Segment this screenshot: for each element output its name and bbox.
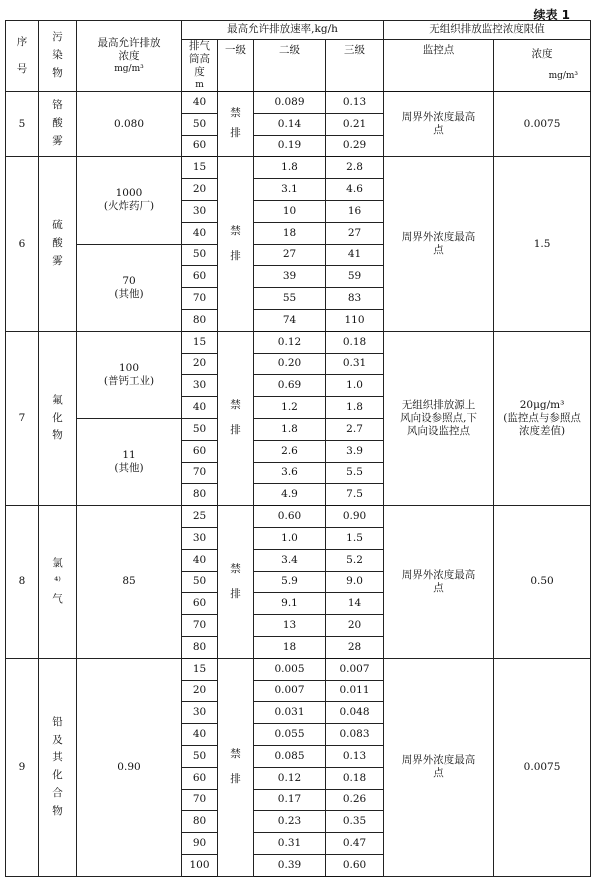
grade-2-rate: 0.19 (254, 135, 326, 157)
stack-height: 80 (182, 309, 218, 331)
grade-3-rate: 0.18 (326, 767, 384, 789)
header-no: 序 号 (6, 21, 39, 92)
grade-3-rate: 0.011 (326, 680, 384, 702)
grade-3-rate: 3.9 (326, 440, 384, 462)
header-unorganized-limit: 无组织排放监控浓度限值 (384, 21, 591, 40)
stack-height: 20 (182, 353, 218, 375)
row-number: 8 (6, 506, 39, 659)
stack-height: 70 (182, 462, 218, 484)
grade-3-rate: 0.29 (326, 135, 384, 157)
grade-3-rate: 83 (326, 288, 384, 310)
stack-height: 20 (182, 680, 218, 702)
grade-2-rate: 3.4 (254, 549, 326, 571)
grade-2-rate: 1.2 (254, 397, 326, 419)
grade-3-rate: 2.8 (326, 157, 384, 179)
grade-3-rate: 0.18 (326, 331, 384, 353)
grade-3-rate: 59 (326, 266, 384, 288)
max-concentration: 0.080 (77, 92, 182, 157)
grade-2-rate: 39 (254, 266, 326, 288)
stack-height: 30 (182, 375, 218, 397)
monitor-point: 周界外浓度最高点 (384, 506, 494, 659)
grade-3-rate: 0.048 (326, 702, 384, 724)
grade-3-rate: 0.90 (326, 506, 384, 528)
grade-3-rate: 0.13 (326, 745, 384, 767)
grade-3-rate: 0.31 (326, 353, 384, 375)
stack-height: 50 (182, 244, 218, 266)
monitor-point: 周界外浓度最高点 (384, 92, 494, 157)
grade-2-rate: 0.085 (254, 745, 326, 767)
stack-height: 40 (182, 724, 218, 746)
grade-3-rate: 0.60 (326, 854, 384, 876)
prohibited-label: 禁排 (230, 562, 241, 600)
grade-3-rate: 0.13 (326, 92, 384, 114)
continuation-label: 续表 1 (533, 8, 570, 22)
grade-2-rate: 0.31 (254, 833, 326, 855)
grade-2-rate: 0.17 (254, 789, 326, 811)
row-number: 6 (6, 157, 39, 331)
grade-3-rate: 7.5 (326, 484, 384, 506)
grade-2-rate: 0.23 (254, 811, 326, 833)
grade-2-rate: 0.20 (254, 353, 326, 375)
grade-2-rate: 55 (254, 288, 326, 310)
row-number: 7 (6, 331, 39, 505)
concentration-limit: 0.0075 (494, 658, 591, 876)
pollutant-label: 铬酸雾 (52, 99, 63, 148)
grade-1-prohibited (218, 92, 254, 157)
grade-2-rate: 0.031 (254, 702, 326, 724)
grade-1-prohibited (218, 331, 254, 505)
stack-height: 40 (182, 222, 218, 244)
grade-2-rate: 74 (254, 309, 326, 331)
grade-1-prohibited (218, 157, 254, 331)
monitor-point: 周界外浓度最高点 (384, 157, 494, 331)
grade-3-rate: 0.47 (326, 833, 384, 855)
table-row (6, 658, 591, 680)
concentration-limit: 1.5 (494, 157, 591, 331)
max-concentration: 1000 (火炸药厂) (77, 157, 182, 244)
table-row (6, 157, 591, 179)
grade-2-rate: 0.69 (254, 375, 326, 397)
stack-height: 80 (182, 636, 218, 658)
grade-2-rate: 0.12 (254, 767, 326, 789)
concentration-limit: 20μg/m³ (监控点与参照点浓度差值) (494, 331, 591, 505)
stack-height: 30 (182, 702, 218, 724)
stack-height: 70 (182, 789, 218, 811)
monitor-point: 无组织排放源上风向设参照点,下风向设监控点 (384, 331, 494, 505)
stack-height: 15 (182, 658, 218, 680)
stack-height: 40 (182, 397, 218, 419)
grade-2-rate: 0.12 (254, 331, 326, 353)
prohibited-label: 禁排 (230, 107, 241, 140)
grade-2-rate: 9.1 (254, 593, 326, 615)
grade-2-rate: 1.8 (254, 157, 326, 179)
prohibited-label: 禁排 (230, 399, 241, 437)
grade-3-rate: 14 (326, 593, 384, 615)
stack-height: 40 (182, 549, 218, 571)
pollutant-label: 氯⁴⁾气 (52, 557, 63, 605)
stack-height: 50 (182, 418, 218, 440)
grade-3-rate: 0.007 (326, 658, 384, 680)
header-monitor-point: 监控点 (384, 40, 494, 92)
grade-2-rate: 0.60 (254, 506, 326, 528)
stack-height: 70 (182, 288, 218, 310)
header-concentration: 浓度 mg/m³ (494, 40, 591, 92)
pollutant-label: 氟化物 (52, 393, 63, 442)
grade-3-rate: 2.7 (326, 418, 384, 440)
pollutant-label: 铅及其化合物 (52, 715, 63, 817)
grade-2-rate: 5.9 (254, 571, 326, 593)
grade-1-prohibited (218, 658, 254, 876)
stack-height: 50 (182, 745, 218, 767)
pollutant-label: 硫酸雾 (52, 219, 63, 267)
stack-height: 60 (182, 767, 218, 789)
max-concentration: 70 (其他) (77, 244, 182, 331)
max-concentration: 0.90 (77, 658, 182, 876)
header-grade-1: 一级 (218, 40, 254, 92)
max-concentration: 100 (普钙工业) (77, 331, 182, 418)
row-number: 9 (6, 658, 39, 876)
stack-height: 30 (182, 200, 218, 222)
stack-height: 15 (182, 157, 218, 179)
pollutant-name (39, 92, 77, 157)
header-grade-2: 二级 (254, 40, 326, 92)
stack-height: 100 (182, 854, 218, 876)
grade-2-rate: 1.0 (254, 527, 326, 549)
pollutant-name (39, 157, 77, 331)
grade-3-rate: 0.21 (326, 113, 384, 135)
grade-3-rate: 0.26 (326, 789, 384, 811)
stack-height: 90 (182, 833, 218, 855)
grade-3-rate: 1.0 (326, 375, 384, 397)
concentration-limit: 0.50 (494, 506, 591, 659)
grade-3-rate: 41 (326, 244, 384, 266)
max-concentration: 11 (其他) (77, 418, 182, 505)
stack-height: 20 (182, 179, 218, 201)
prohibited-label: 禁排 (230, 748, 241, 786)
header-grade-3: 三级 (326, 40, 384, 92)
grade-3-rate: 5.5 (326, 462, 384, 484)
grade-3-rate: 27 (326, 222, 384, 244)
grade-2-rate: 27 (254, 244, 326, 266)
header-pollutant: 污染物 (39, 21, 77, 92)
grade-2-rate: 3.6 (254, 462, 326, 484)
stack-height: 30 (182, 527, 218, 549)
grade-2-rate: 18 (254, 222, 326, 244)
pollutant-name (39, 658, 77, 876)
grade-2-rate: 13 (254, 615, 326, 637)
stack-height: 60 (182, 135, 218, 157)
grade-3-rate: 1.5 (326, 527, 384, 549)
stack-height: 40 (182, 92, 218, 114)
stack-height: 15 (182, 331, 218, 353)
grade-1-prohibited (218, 506, 254, 659)
grade-2-rate: 0.39 (254, 854, 326, 876)
grade-2-rate: 0.14 (254, 113, 326, 135)
prohibited-label: 禁排 (230, 224, 241, 263)
grade-2-rate: 10 (254, 200, 326, 222)
stack-height: 80 (182, 484, 218, 506)
header-stack-height: 排气筒高度 m (182, 40, 218, 92)
grade-3-rate: 28 (326, 636, 384, 658)
grade-2-rate: 2.6 (254, 440, 326, 462)
grade-3-rate: 4.6 (326, 179, 384, 201)
grade-3-rate: 0.35 (326, 811, 384, 833)
pollutant-name (39, 331, 77, 505)
grade-2-rate: 1.8 (254, 418, 326, 440)
max-concentration: 85 (77, 506, 182, 659)
grade-2-rate: 4.9 (254, 484, 326, 506)
header-max-concentration: 最高允许排放浓度 mg/m³ (77, 21, 182, 92)
stack-height: 50 (182, 113, 218, 135)
grade-3-rate: 16 (326, 200, 384, 222)
header-emission-rate: 最高允许排放速率,kg/h (182, 21, 384, 40)
table-row (6, 92, 591, 114)
stack-height: 60 (182, 593, 218, 615)
table-row (6, 331, 591, 353)
pollutant-name (39, 506, 77, 659)
stack-height: 25 (182, 506, 218, 528)
grade-3-rate: 1.8 (326, 397, 384, 419)
stack-height: 80 (182, 811, 218, 833)
emission-standards-table (5, 20, 591, 877)
grade-3-rate: 110 (326, 309, 384, 331)
grade-2-rate: 0.007 (254, 680, 326, 702)
grade-2-rate: 0.089 (254, 92, 326, 114)
stack-height: 60 (182, 266, 218, 288)
grade-3-rate: 20 (326, 615, 384, 637)
grade-2-rate: 0.005 (254, 658, 326, 680)
stack-height: 60 (182, 440, 218, 462)
table-row (6, 506, 591, 528)
grade-2-rate: 18 (254, 636, 326, 658)
grade-2-rate: 0.055 (254, 724, 326, 746)
monitor-point: 周界外浓度最高点 (384, 658, 494, 876)
grade-3-rate: 9.0 (326, 571, 384, 593)
concentration-limit: 0.0075 (494, 92, 591, 157)
grade-2-rate: 3.1 (254, 179, 326, 201)
grade-3-rate: 0.083 (326, 724, 384, 746)
stack-height: 70 (182, 615, 218, 637)
row-number: 5 (6, 92, 39, 157)
stack-height: 50 (182, 571, 218, 593)
grade-3-rate: 5.2 (326, 549, 384, 571)
